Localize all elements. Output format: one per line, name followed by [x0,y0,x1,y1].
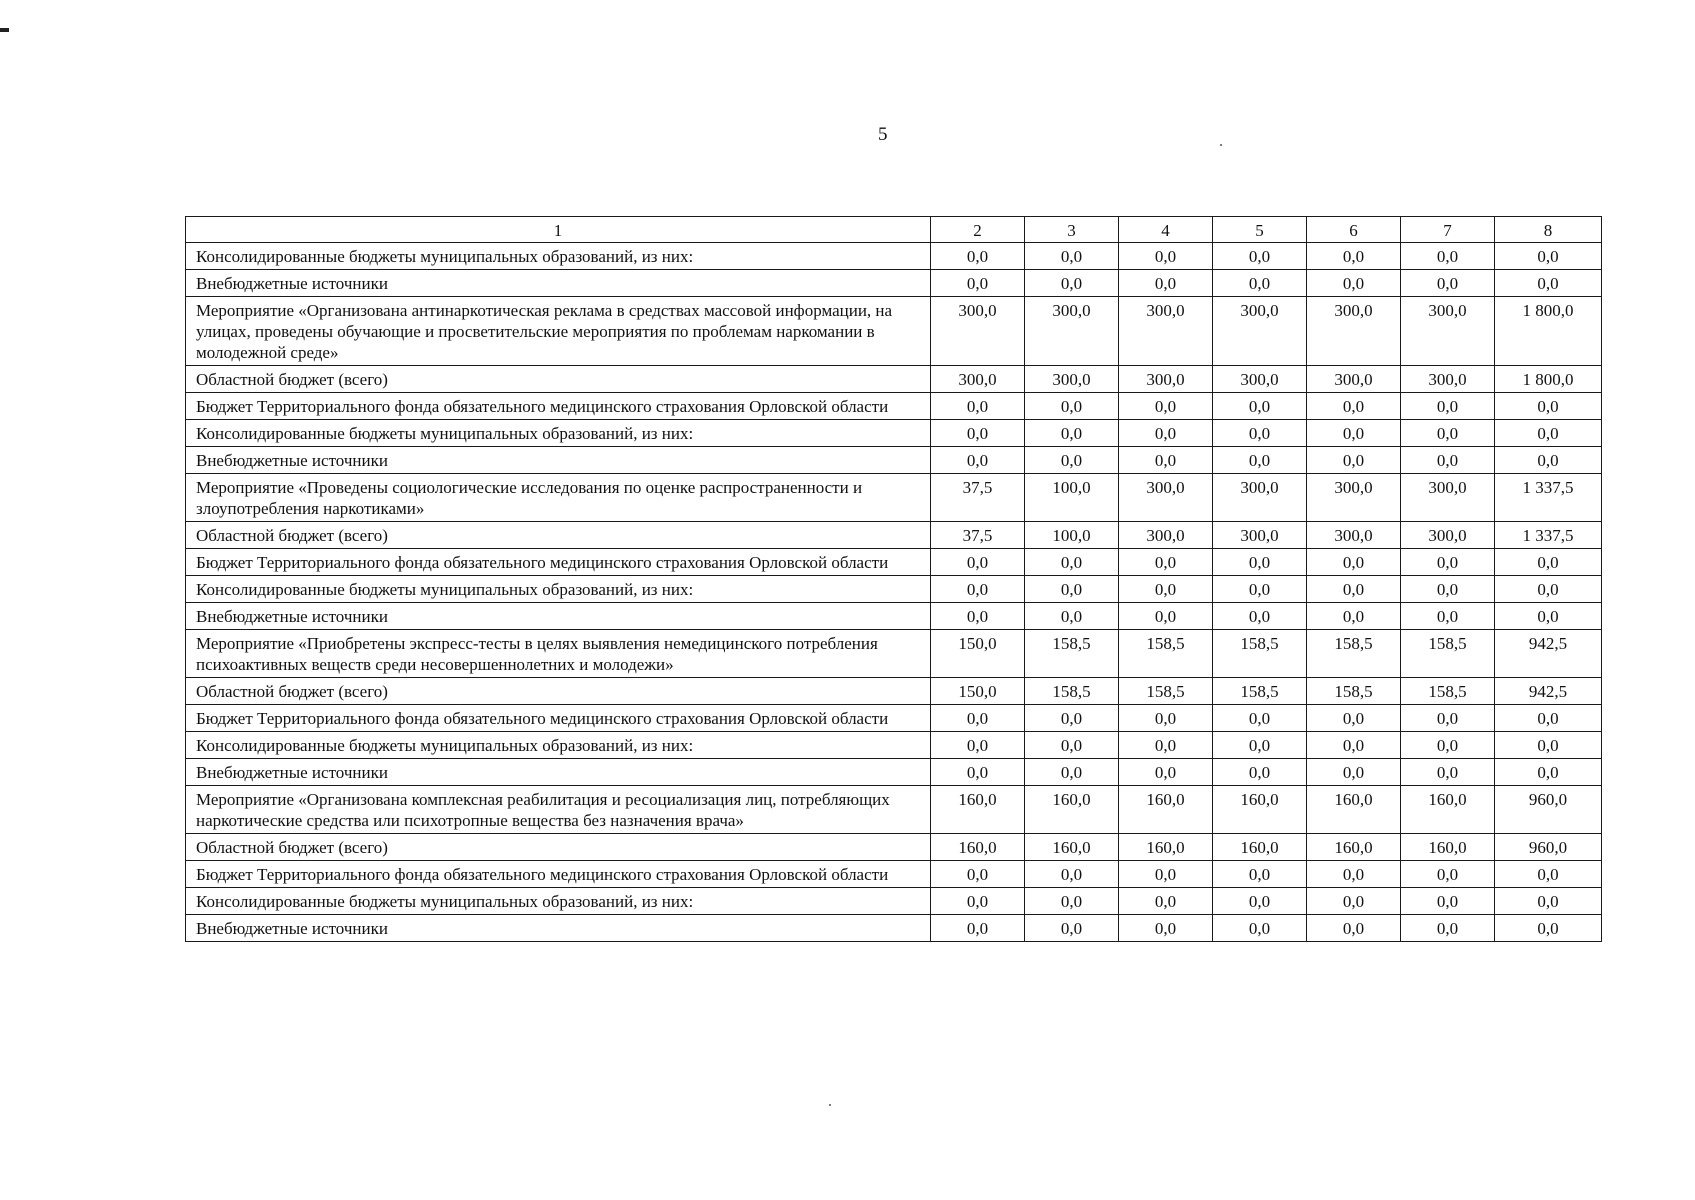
row-value: 0,0 [1307,732,1401,759]
table-row [186,297,1602,366]
row-value: 0,0 [1213,861,1307,888]
row-value: 1 800,0 [1495,297,1602,366]
row-value: 158,5 [1307,678,1401,705]
row-value: 0,0 [1119,576,1213,603]
table-row [186,915,1602,942]
row-value: 158,5 [1119,678,1213,705]
table-row [186,603,1602,630]
row-label: Областной бюджет (всего) [186,366,931,393]
row-value: 0,0 [1213,393,1307,420]
row-label: Внебюджетные источники [186,759,931,786]
row-value: 37,5 [931,474,1025,522]
row-value: 0,0 [1401,420,1495,447]
row-label: Консолидированные бюджеты муниципальных образований, из них: [186,243,931,270]
row-value: 300,0 [1025,297,1119,366]
table-row [186,420,1602,447]
row-value: 0,0 [1025,888,1119,915]
row-label: Областной бюджет (всего) [186,522,931,549]
row-value: 0,0 [931,447,1025,474]
row-value: 300,0 [1119,522,1213,549]
row-value: 0,0 [1495,603,1602,630]
row-value: 158,5 [1213,678,1307,705]
table-row [186,759,1602,786]
column-header: 6 [1307,217,1401,243]
column-header: 4 [1119,217,1213,243]
table-header-row [186,217,1602,243]
row-value: 0,0 [1213,270,1307,297]
row-value: 0,0 [1401,705,1495,732]
row-value: 0,0 [1213,243,1307,270]
row-value: 0,0 [1025,705,1119,732]
row-value: 0,0 [1401,576,1495,603]
row-value: 158,5 [1119,630,1213,678]
row-value: 942,5 [1495,630,1602,678]
row-value: 0,0 [1495,420,1602,447]
row-value: 0,0 [931,888,1025,915]
row-value: 0,0 [1307,243,1401,270]
row-value: 300,0 [1307,366,1401,393]
row-value: 0,0 [1307,447,1401,474]
row-value: 0,0 [1495,576,1602,603]
row-value: 0,0 [1495,861,1602,888]
table-row [186,549,1602,576]
row-value: 160,0 [1119,786,1213,834]
row-value: 0,0 [1119,888,1213,915]
table-body [186,217,1602,942]
row-value: 0,0 [1025,861,1119,888]
table-row [186,834,1602,861]
row-value: 160,0 [1213,786,1307,834]
row-value: 0,0 [1401,549,1495,576]
row-value: 0,0 [1401,915,1495,942]
row-label: Внебюджетные источники [186,447,931,474]
row-value: 300,0 [931,297,1025,366]
row-value: 0,0 [1025,447,1119,474]
row-value: 0,0 [1495,243,1602,270]
row-value: 300,0 [1119,474,1213,522]
row-value: 300,0 [1213,522,1307,549]
row-value: 0,0 [1401,603,1495,630]
row-value: 1 800,0 [1495,366,1602,393]
row-value: 0,0 [1401,759,1495,786]
row-value: 160,0 [1401,834,1495,861]
row-value: 0,0 [1213,420,1307,447]
row-value: 300,0 [1119,366,1213,393]
row-value: 300,0 [1401,474,1495,522]
row-value: 160,0 [931,786,1025,834]
row-value: 0,0 [1307,888,1401,915]
table-row [186,447,1602,474]
table-row [186,861,1602,888]
row-value: 0,0 [1213,447,1307,474]
column-header: 8 [1495,217,1602,243]
row-label: Внебюджетные источники [186,270,931,297]
row-value: 942,5 [1495,678,1602,705]
row-value: 160,0 [1025,834,1119,861]
row-value: 0,0 [931,603,1025,630]
row-value: 300,0 [1401,522,1495,549]
row-value: 160,0 [1119,834,1213,861]
table-row [186,786,1602,834]
row-value: 0,0 [1495,732,1602,759]
row-value: 158,5 [1401,678,1495,705]
row-value: 0,0 [1213,759,1307,786]
row-value: 0,0 [1119,861,1213,888]
row-value: 0,0 [931,759,1025,786]
row-value: 0,0 [931,393,1025,420]
row-value: 0,0 [1025,243,1119,270]
row-value: 37,5 [931,522,1025,549]
row-label: Консолидированные бюджеты муниципальных образований, из них: [186,888,931,915]
row-value: 0,0 [1025,915,1119,942]
row-value: 0,0 [1307,759,1401,786]
budget-table [185,216,1602,942]
row-value: 0,0 [1119,549,1213,576]
row-value: 0,0 [1213,915,1307,942]
table-row [186,678,1602,705]
column-header: 5 [1213,217,1307,243]
row-value: 0,0 [1119,603,1213,630]
row-value: 1 337,5 [1495,522,1602,549]
row-value: 960,0 [1495,786,1602,834]
row-value: 0,0 [1025,576,1119,603]
table-row [186,705,1602,732]
row-label: Бюджет Территориального фонда обязательного медицинского страхования Орловской области [186,705,931,732]
row-value: 0,0 [1213,603,1307,630]
row-value: 0,0 [1401,861,1495,888]
row-value: 0,0 [1025,732,1119,759]
row-value: 0,0 [931,549,1025,576]
row-value: 0,0 [1213,705,1307,732]
row-label: Областной бюджет (всего) [186,678,931,705]
row-value: 0,0 [1307,270,1401,297]
table-row [186,270,1602,297]
column-header: 2 [931,217,1025,243]
row-label: Консолидированные бюджеты муниципальных образований, из них: [186,576,931,603]
row-value: 0,0 [1307,420,1401,447]
row-value: 0,0 [1495,549,1602,576]
row-value: 0,0 [931,861,1025,888]
row-value: 150,0 [931,678,1025,705]
table-row [186,630,1602,678]
row-value: 300,0 [1025,366,1119,393]
row-value: 300,0 [1213,297,1307,366]
row-value: 0,0 [1025,393,1119,420]
row-value: 0,0 [1025,270,1119,297]
row-label: Бюджет Территориального фонда обязательного медицинского страхования Орловской области [186,861,931,888]
row-value: 300,0 [931,366,1025,393]
page-number: 5 [878,124,888,145]
scan-speck [1220,144,1222,146]
row-label: Мероприятие «Организована комплексная реабилитация и ресоциализация лиц, потребляющих наркотические средства или психотропные вещества без назначения врача» [186,786,931,834]
row-value: 0,0 [1213,549,1307,576]
row-label: Мероприятие «Организована антинаркотическая реклама в средствах массовой информации, на улицах, проведены обучающие и просветительские мероприятия по проблемам наркомании в молодежной среде» [186,297,931,366]
row-value: 0,0 [1495,915,1602,942]
row-value: 300,0 [1213,366,1307,393]
table-row [186,576,1602,603]
row-value: 0,0 [1495,447,1602,474]
table-row [186,393,1602,420]
row-value: 160,0 [931,834,1025,861]
row-value: 0,0 [931,732,1025,759]
row-value: 100,0 [1025,474,1119,522]
row-value: 0,0 [1307,861,1401,888]
row-value: 160,0 [1401,786,1495,834]
row-value: 0,0 [1495,759,1602,786]
table-row [186,474,1602,522]
row-label: Бюджет Территориального фонда обязательного медицинского страхования Орловской области [186,393,931,420]
row-value: 0,0 [1307,603,1401,630]
row-value: 0,0 [1119,243,1213,270]
row-label: Областной бюджет (всего) [186,834,931,861]
row-value: 0,0 [1119,915,1213,942]
table-row [186,366,1602,393]
row-value: 300,0 [1307,297,1401,366]
scan-speck [829,1104,831,1106]
row-value: 0,0 [931,270,1025,297]
row-label: Внебюджетные источники [186,603,931,630]
row-value: 158,5 [1307,630,1401,678]
row-label: Консолидированные бюджеты муниципальных образований, из них: [186,420,931,447]
row-value: 300,0 [1213,474,1307,522]
row-value: 158,5 [1025,630,1119,678]
row-value: 0,0 [1119,759,1213,786]
row-value: 0,0 [1119,270,1213,297]
row-value: 1 337,5 [1495,474,1602,522]
row-label: Мероприятие «Проведены социологические исследования по оценке распространенности и злоупотребления наркотиками» [186,474,931,522]
row-value: 300,0 [1401,297,1495,366]
column-header: 1 [186,217,931,243]
row-value: 0,0 [1307,576,1401,603]
row-value: 960,0 [1495,834,1602,861]
table-row [186,522,1602,549]
row-label: Консолидированные бюджеты муниципальных образований, из них: [186,732,931,759]
row-value: 0,0 [1495,270,1602,297]
row-value: 0,0 [1119,420,1213,447]
row-value: 0,0 [1307,705,1401,732]
row-value: 0,0 [1307,915,1401,942]
row-label: Внебюджетные источники [186,915,931,942]
row-value: 0,0 [1025,603,1119,630]
row-value: 158,5 [1401,630,1495,678]
row-value: 0,0 [1025,420,1119,447]
row-value: 0,0 [1119,705,1213,732]
row-value: 0,0 [1119,447,1213,474]
row-value: 0,0 [1401,447,1495,474]
row-value: 0,0 [1495,393,1602,420]
row-value: 0,0 [1495,705,1602,732]
row-value: 0,0 [931,705,1025,732]
row-value: 160,0 [1213,834,1307,861]
row-label: Мероприятие «Приобретены экспресс-тесты в целях выявления немедицинского потребления психоактивных веществ среди несовершеннолетних и молодежи» [186,630,931,678]
row-value: 160,0 [1307,834,1401,861]
row-value: 0,0 [1401,243,1495,270]
table-row [186,732,1602,759]
row-value: 158,5 [1213,630,1307,678]
row-value: 0,0 [1025,759,1119,786]
row-value: 0,0 [1213,732,1307,759]
row-value: 0,0 [1307,549,1401,576]
row-value: 0,0 [1119,393,1213,420]
row-value: 300,0 [1401,366,1495,393]
row-value: 160,0 [1307,786,1401,834]
scan-artifact [0,28,9,32]
row-value: 0,0 [931,420,1025,447]
table-row [186,243,1602,270]
row-value: 0,0 [1495,888,1602,915]
row-value: 0,0 [931,243,1025,270]
column-header: 7 [1401,217,1495,243]
row-value: 0,0 [1401,270,1495,297]
row-value: 0,0 [1213,576,1307,603]
row-value: 0,0 [1401,393,1495,420]
row-value: 0,0 [1401,888,1495,915]
column-header: 3 [1025,217,1119,243]
row-value: 0,0 [1213,888,1307,915]
row-value: 160,0 [1025,786,1119,834]
row-value: 158,5 [1025,678,1119,705]
row-value: 0,0 [1025,549,1119,576]
row-value: 150,0 [931,630,1025,678]
row-value: 300,0 [1119,297,1213,366]
row-label: Бюджет Территориального фонда обязательного медицинского страхования Орловской области [186,549,931,576]
row-value: 300,0 [1307,522,1401,549]
row-value: 0,0 [1307,393,1401,420]
row-value: 0,0 [1119,732,1213,759]
row-value: 0,0 [1401,732,1495,759]
row-value: 0,0 [931,576,1025,603]
row-value: 100,0 [1025,522,1119,549]
table-row [186,888,1602,915]
row-value: 300,0 [1307,474,1401,522]
row-value: 0,0 [931,915,1025,942]
